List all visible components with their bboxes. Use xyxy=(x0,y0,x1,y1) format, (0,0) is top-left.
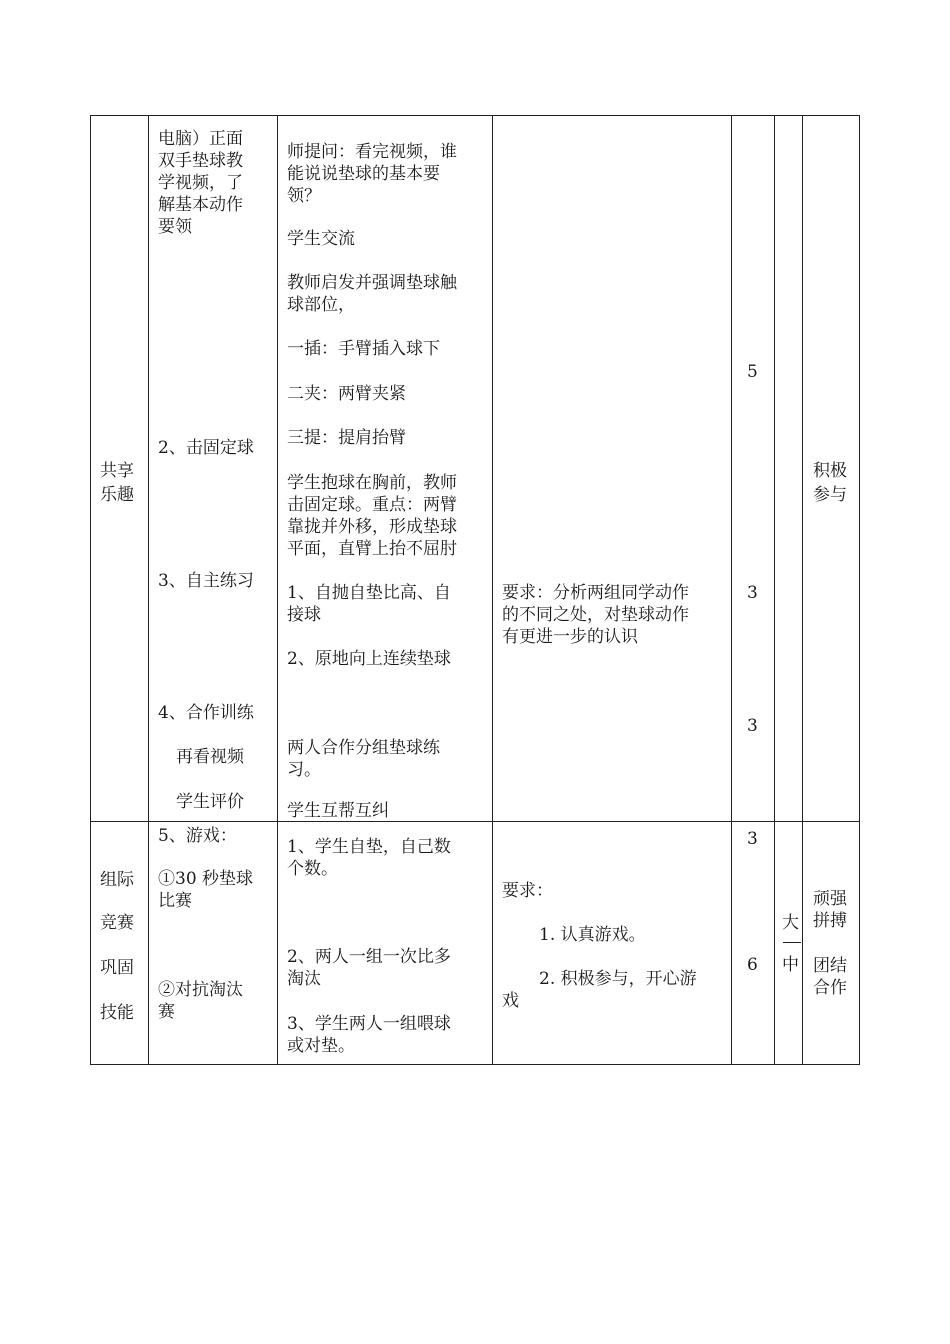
requirement-item: 1. 认真游戏。 xyxy=(539,925,646,945)
method-step: 一插：手臂插入球下 xyxy=(287,339,440,359)
intensity-divider xyxy=(783,942,801,943)
column-divider xyxy=(277,116,278,1064)
method-mutual: 学生互帮互纠 xyxy=(287,801,389,821)
method-step: 三提：提肩抬臂 xyxy=(287,428,406,448)
method-item: 3、学生两人一组喂球 或对垫。 xyxy=(287,1014,451,1056)
stage-label: 技能 xyxy=(100,1003,134,1023)
stage-label: 共享 xyxy=(100,461,134,481)
content-game-item: ②对抗淘汰 赛 xyxy=(158,980,243,1022)
column-divider xyxy=(148,116,149,1064)
intensity-label: 大 xyxy=(782,913,799,933)
stage-label: 乐趣 xyxy=(100,485,134,505)
intensity-label: 中 xyxy=(782,955,799,975)
content-game: 5、游戏： xyxy=(158,826,237,846)
method-practice: 1、自抛自垫比高、自 接球 xyxy=(287,583,451,625)
method-question: 师提问：看完视频，谁 能说说垫球的基本要 领？ xyxy=(287,142,457,206)
content-video-intro: 电脑）正面 双手垫球教 学视频，了 解基本动作 要领 xyxy=(158,129,243,237)
content-game-item: ①30 秒垫球 比赛 xyxy=(158,869,254,911)
stage-label: 组际 xyxy=(100,870,134,890)
column-divider xyxy=(731,116,732,1064)
column-divider xyxy=(492,116,493,1064)
time-value: 3 xyxy=(747,716,758,736)
content-item: 4、合作训练 xyxy=(158,703,254,723)
time-value: 3 xyxy=(747,583,758,603)
goal-label: 团结 合作 xyxy=(813,956,847,998)
method-inspire: 教师启发并强调垫球触 球部位， xyxy=(287,273,457,315)
time-value: 3 xyxy=(747,829,758,849)
content-subitem: 学生评价 xyxy=(176,792,244,812)
method-item: 2、两人一组一次比多 淘汰 xyxy=(287,947,451,989)
column-divider xyxy=(802,116,803,1064)
row-divider xyxy=(91,821,859,822)
method-fixed-ball: 学生抱球在胸前，教师 击固定球。重点：两臂 靠拢并外移，形成垫球 平面，直臂上抬不屈肘 xyxy=(287,473,457,559)
time-value: 6 xyxy=(747,955,758,975)
method-exchange: 学生交流 xyxy=(287,229,355,249)
method-step: 二夹：两臂夹紧 xyxy=(287,384,406,404)
stage-label: 巩固 xyxy=(100,958,134,978)
content-item: 2、击固定球 xyxy=(158,438,254,458)
requirement-title: 要求： xyxy=(502,881,553,901)
content-item: 3、自主练习 xyxy=(158,571,254,591)
goal-label: 顽强 拼搏 xyxy=(813,889,847,931)
method-pair: 两人合作分组垫球练 习。 xyxy=(287,738,440,780)
method-item: 1、学生自垫，自己数 个数。 xyxy=(287,837,451,879)
column-divider xyxy=(774,116,775,1064)
time-value: 5 xyxy=(747,362,758,382)
goal-label: 积极 xyxy=(813,461,847,481)
requirement-item: 2. 积极参与，开心游 xyxy=(539,969,697,989)
stage-label: 竞赛 xyxy=(100,913,134,933)
method-practice: 2、原地向上连续垫球 xyxy=(287,649,451,669)
requirement-text: 要求：分析两组同学动作 的不同之处，对垫球动作 有更进一步的认识 xyxy=(502,583,689,647)
requirement-item: 戏 xyxy=(502,991,519,1011)
content-subitem: 再看视频 xyxy=(176,747,244,767)
goal-label: 参与 xyxy=(813,485,847,505)
